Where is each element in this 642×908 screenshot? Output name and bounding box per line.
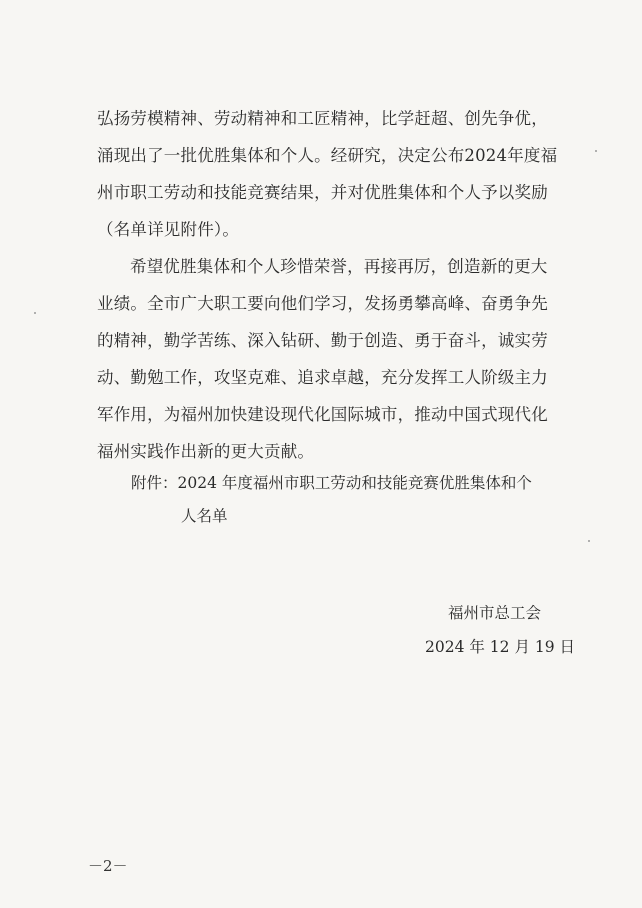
paragraph-2-line: 军作用，为福州加快建设现代化国际城市，推动中国式现代化 <box>97 405 548 424</box>
paragraph-1-line: （名单详见附件）。 <box>97 220 240 239</box>
paragraph-2 <box>97 248 581 470</box>
signing-organization: 福州市总工会 <box>448 604 542 622</box>
paragraph-2-line: 动、勤勉工作，攻坚克难、追求卓越，充分发挥工人阶级主力 <box>97 368 548 387</box>
paragraph-2-line: 的精神，勤学苦练、深入钻研、勤于创造、勇于奋斗，诚实劳 <box>97 331 548 350</box>
paragraph-1 <box>97 100 581 248</box>
paragraph-1-line: 涌现出了一批优胜集体和个人。经研究，决定公布2024年度福 <box>97 146 558 165</box>
attachment-line: 人名单 <box>181 507 228 525</box>
attachment-line: 附件：2024 年度福州市职工劳动和技能竞赛优胜集体和个 <box>131 474 532 492</box>
paragraph-1-line: 弘扬劳模精神、劳动精神和工匠精神，比学赶超、创先争优， <box>97 109 548 128</box>
page-number: －2－ <box>88 857 128 875</box>
scan-speck <box>595 150 597 152</box>
paragraph-1-line: 州市职工劳动和技能竞赛结果，并对优胜集体和个人予以奖励 <box>97 183 548 202</box>
paragraph-2-line: 福州实践作出新的更大贡献。 <box>97 442 315 461</box>
paragraph-2-line: 业绩。全市广大职工要向他们学习，发扬勇攀高峰、奋勇争先 <box>97 294 548 313</box>
paragraph-2-line: 希望优胜集体和个人珍惜荣誉，再接再厉，创造新的更大 <box>130 257 548 276</box>
attachment-note <box>131 467 591 533</box>
scan-speck <box>588 540 590 542</box>
body-text <box>97 100 581 470</box>
scan-speck <box>34 312 36 314</box>
signing-date: 2024 年 12 月 19 日 <box>425 638 576 656</box>
